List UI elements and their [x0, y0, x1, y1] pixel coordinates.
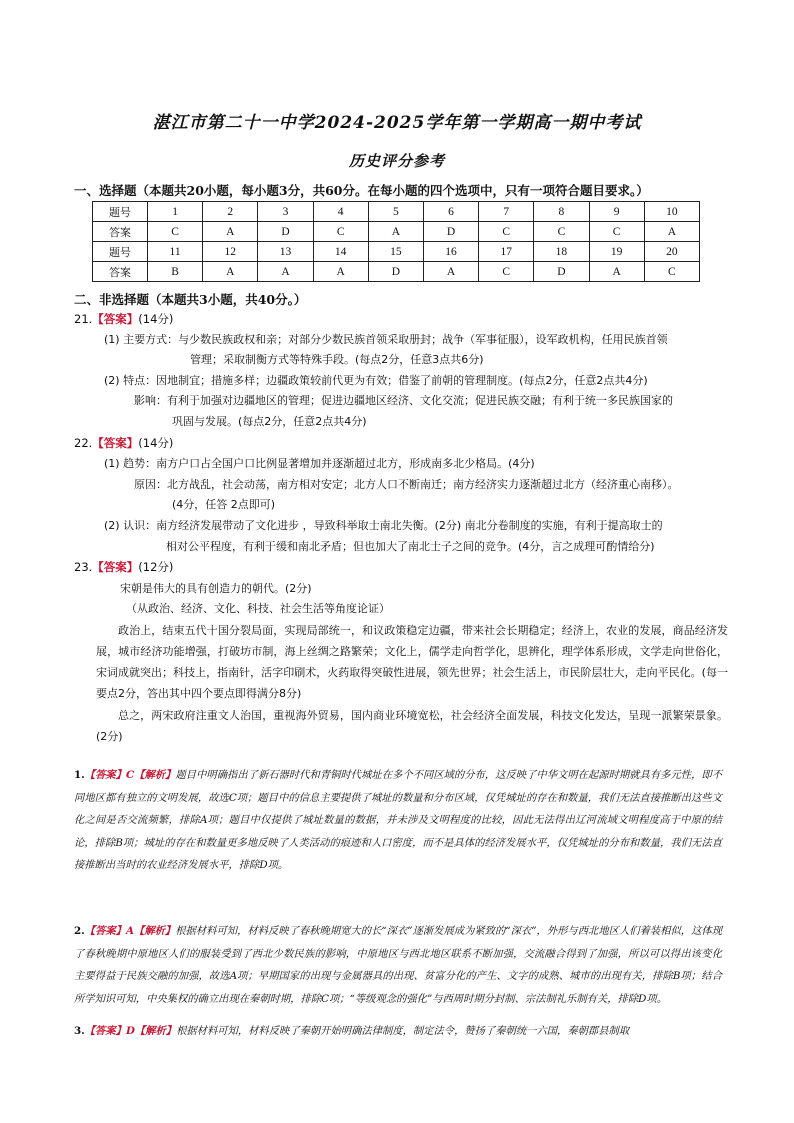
answer-cell: D [534, 262, 589, 282]
q22-line3: (4分，任答 2点即可) [172, 498, 276, 511]
answer-cell: C [534, 222, 589, 242]
answer-cell: D [368, 262, 423, 282]
q21-line2: 管理；采取制衡方式等特殊手段。(每点2分，任意3点共6分) [190, 353, 484, 366]
section1-heading: 一、选择题（本题共20小题，每小题3分，共60分。在每小题的四个选项中，只有一项符合题目要求。） [74, 183, 649, 198]
q21-answer-tag: 【答案】 [92, 312, 139, 326]
answer-cell: A [203, 222, 258, 242]
question-number-cell: 19 [589, 242, 644, 262]
answer-table-row [93, 242, 700, 262]
answer-cell: D [423, 222, 478, 242]
q23-number: 23. [74, 560, 93, 574]
answer-cell: C [479, 222, 534, 242]
answer-cell: C [313, 222, 368, 242]
question-number-cell: 2 [203, 202, 258, 222]
page-subtitle: 历史评分参考 [348, 152, 445, 170]
answer-cell: C [644, 262, 699, 282]
question-number-cell: 14 [313, 242, 368, 262]
analysis-item-2: 2.【答案】A【解析】根据材料可知，材料反映了春秋晚期宽大的长“深衣”逐渐发展成为紧致的“深衣”，外形与西北地区人们着装相似，这体现了春秋晚期中原地区人们的服装受到了西北少数民族的影响，中原地区与西北地区联系不断加强，交流融合得到了加强，所以可以得出该变化主要得益于民族交融的加强，故选A项；早期国家的出现与金属器具的出现、贫富分化的产生、文字的成熟、城市的出现有关，排除B项；结合所学知识可知，中央集权的确立出现在秦朝时期，排除C项；“等级观念的强化”与西周时期分封制、宗法制礼乐制有关，排除D项。 [74, 925, 723, 1005]
q22-score: (14分) [138, 436, 174, 450]
q23-note: （从政治、经济、文化、科技、社会生活等角度论证） [126, 602, 390, 615]
answer-cell: A [203, 262, 258, 282]
analysis-item-3: 3.【答案】D【解析】根据材料可知，材料反映了秦朝开始明确法律制度，制定法令，赞扬了秦朝统一六国，秦朝郡县制取 [74, 1025, 630, 1037]
question-number-cell: 6 [423, 202, 478, 222]
answer-cell: A [589, 262, 644, 282]
q22-line5: 相对公平程度，有利于缓和南北矛盾；但也加大了南北士子之间的竞争。(4分，言之成理可酌情给分) [166, 540, 655, 553]
question-number-cell: 8 [534, 202, 589, 222]
q23-summary: 总之，两宋政府注重文人治国，重视海外贸易，国内商业环境宽松，社会经济全面发展，科技文化发达，呈现一派繁荣景象。(2分) [96, 709, 728, 743]
page-title: 湛江市第二十一中学2024-2025学年第一学期高一期中考试 [152, 113, 642, 133]
q22-number: 22. [74, 436, 93, 450]
answer-cell: C [589, 222, 644, 242]
q21-line1: (1) 主要方式：与少数民族政权和亲；对部分少数民族首领采取册封；战争（军事征服），设军政机构，任用民族首领 [104, 333, 668, 346]
answer-cell: A [258, 262, 313, 282]
q21-line3: (2) 特点：因地制宜；措施多样；边疆政策较前代更为有效；借鉴了前朝的管理制度。(每点2分，任意2点共4分) [104, 374, 648, 387]
answer-cell: A [313, 262, 368, 282]
row-label: 题号 [93, 242, 148, 262]
answer-cell: A [368, 222, 423, 242]
section2-heading: 二、非选择题（本题共3小题，共40分。） [74, 292, 307, 307]
answer-table-row [93, 262, 700, 282]
q21-line5: 巩固与发展。(每点2分，任意2点共4分) [172, 415, 367, 428]
q23-thesis: 宋朝是伟大的具有创造力的朝代。(2分) [120, 582, 312, 595]
answer-table-row [93, 222, 700, 242]
answer-table [92, 201, 700, 282]
q22-line4: (2) 认识：南方经济发展带动了文化进步 ，导致科举取士南北失衡。(2分) 南北分卷制度的实施，有利于提高取士的 [104, 519, 663, 532]
row-label: 答案 [93, 222, 148, 242]
answer-cell: A [423, 262, 478, 282]
answer-cell: A [644, 222, 699, 242]
answer-cell: B [148, 262, 203, 282]
question-number-cell: 13 [258, 242, 313, 262]
q23-body: 政治上，结束五代十国分裂局面，实现局部统一，和议政策稳定边疆，带来社会长期稳定；经济上，农业的发展，商品经济发展，城市经济功能增强，打破坊市制，海上丝绸之路繁荣；文化上，儒学走向哲学化，思辨化，理学体系形成，文学走向世俗化，宋词成就突出；科技上，指南针，活字印刷术，火药取得突破性进展，领先世界；社会生活上，市民阶层壮大，走向平民化。(每一要点2分，答出其中四个要点即得满分8分) [96, 624, 728, 700]
answer-cell: D [258, 222, 313, 242]
row-label: 题号 [93, 202, 148, 222]
question-number-cell: 1 [148, 202, 203, 222]
row-label: 答案 [93, 262, 148, 282]
question-number-cell: 3 [258, 202, 313, 222]
question-number-cell: 7 [479, 202, 534, 222]
q22-line1: (1) 趋势：南方户口占全国户口比例显著增加并逐渐超过北方，形成南多北少格局。(4分) [104, 457, 535, 470]
q21-line4: 影响：有利于加强对边疆地区的管理；促进边疆地区经济、文化交流；促进民族交融；有利于统一多民族国家的 [134, 394, 673, 407]
q21-header [74, 309, 173, 329]
q23-header [74, 557, 173, 577]
question-number-cell: 5 [368, 202, 423, 222]
answer-table-row [93, 202, 700, 222]
answer-table-body [93, 202, 700, 282]
question-number-cell: 20 [644, 242, 699, 262]
q22-line2: 原因：北方战乱，社会动荡，南方相对安定；北方人口不断南迁；南方经济实力逐渐超过北方（经济重心南移）。 [134, 478, 679, 491]
question-number-cell: 18 [534, 242, 589, 262]
question-number-cell: 11 [148, 242, 203, 262]
answer-cell: C [479, 262, 534, 282]
answer-cell: C [148, 222, 203, 242]
q22-answer-tag: 【答案】 [92, 436, 139, 450]
analysis-item-1: 1.【答案】C【解析】题目中明确指出了新石器时代和青铜时代城址在多个不同区域的分布，这反映了中华文明在起源时期就具有多元性，即不同地区都有独立的文明发展，故选C项；题目中的信息主要提供了城址的数量和分布区域，仅凭城址的存在和数量，我们无法直接推断出这些文化之间是否交流频繁，排除A项；题目中仅提供了城址数量的数据，并未涉及文明程度的比较，因此无法得出辽河流域文明程度高于中原的结论，排除B项；城址的存在和数量更多地反映了人类活动的痕迹和人口密度，而不是具体的经济发展水平，仅凭城址的分布和数量，我们无法直接推断出当时的农业经济发展水平，排除D项。 [74, 769, 723, 871]
question-number-cell: 12 [203, 242, 258, 262]
question-number-cell: 15 [368, 242, 423, 262]
question-number-cell: 10 [644, 202, 699, 222]
q23-score: (12分) [138, 560, 174, 574]
question-number-cell: 16 [423, 242, 478, 262]
q21-number: 21. [74, 312, 93, 326]
q21-score: (14分) [138, 312, 174, 326]
question-number-cell: 17 [479, 242, 534, 262]
q22-header [74, 433, 173, 453]
q23-answer-tag: 【答案】 [92, 560, 139, 574]
question-number-cell: 9 [589, 202, 644, 222]
question-number-cell: 4 [313, 202, 368, 222]
